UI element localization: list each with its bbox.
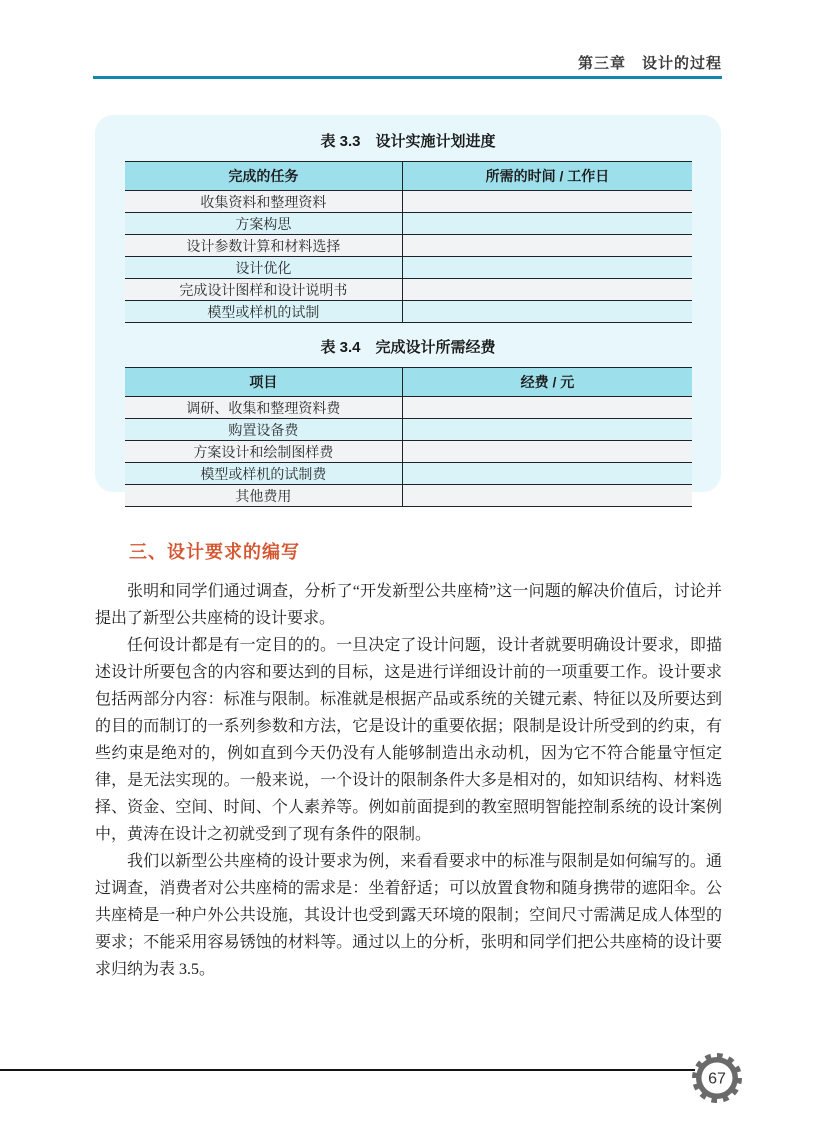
header-rule	[93, 76, 722, 79]
item-cell: 购置设备费	[125, 419, 403, 441]
task-cell: 设计优化	[125, 257, 403, 279]
task-cell: 完成设计图样和设计说明书	[125, 279, 403, 301]
value-cell-empty	[403, 463, 692, 485]
value-cell-empty	[403, 301, 692, 323]
table-row	[125, 441, 692, 463]
table-row	[125, 213, 692, 235]
value-cell-empty	[403, 279, 692, 301]
page-number: 67	[708, 1070, 726, 1088]
column-header-cost: 经费 / 元	[403, 368, 692, 397]
table-3-3-caption: 表 3.3 设计实施计划进度	[320, 133, 496, 150]
table-row	[125, 257, 692, 279]
item-cell: 其他费用	[125, 485, 403, 507]
value-cell-empty	[403, 257, 692, 279]
table-row	[125, 301, 692, 323]
item-cell: 方案设计和绘制图样费	[125, 441, 403, 463]
paragraph: 张明和同学们通过调查，分析了“开发新型公共座椅”这一问题的解决价值后，讨论并提出了新型公共座椅的设计要求。	[95, 583, 722, 627]
tables-panel	[95, 115, 721, 505]
table-row	[125, 485, 692, 507]
value-cell-empty	[403, 397, 692, 419]
table-row	[125, 235, 692, 257]
paragraph: 任何设计都是有一定目的的。一旦决定了设计问题，设计者就要明确设计要求，即描述设计所要包含的内容和要达到的目标，这是进行详细设计前的一项重要工作。设计要求包括两部分内容：标准与限制。标准就是根据产品或系统的关键元素、特征以及所要达到的目的而制订的一系列参数和方法，它是设计的重要依据；限制是设计所受到的约束，有些约束是绝对的，例如直到今天仍没有人能够制造出永动机，因为它不符合能量守恒定律，是无法实现的。一般来说，一个设计的限制条件大多是相对的，如知识结构、材料选择、资金、空间、时间、个人素养等。例如前面提到的教室照明智能控制系统的设计案例中，黄涛在设计之初就受到了现有条件的限制。	[95, 637, 722, 843]
table-header-row	[125, 162, 692, 191]
value-cell-empty	[403, 419, 692, 441]
value-cell-empty	[403, 441, 692, 463]
value-cell-empty	[403, 213, 692, 235]
task-cell: 模型或样机的试制	[125, 301, 403, 323]
task-cell: 收集资料和整理资料	[125, 191, 403, 213]
column-header-task: 完成的任务	[125, 162, 403, 191]
task-cell: 方案构思	[125, 213, 403, 235]
footer-rule	[0, 1069, 695, 1071]
table-3-4-caption: 表 3.4 完成设计所需经费	[320, 339, 496, 356]
value-cell-empty	[403, 485, 692, 507]
item-cell: 调研、收集和整理资料费	[125, 397, 403, 419]
table-row	[125, 397, 692, 419]
paragraph: 我们以新型公共座椅的设计要求为例，来看看要求中的标准与限制是如何编写的。通过调查，消费者对公共座椅的需求是：坐着舒适；可以放置食物和随身携带的遮阳伞。公共座椅是一种户外公共设施，其设计也受到露天环境的限制；空间尺寸需满足成人体型的要求；不能采用容易锈蚀的材料等。通过以上的分析，张明和同学们把公共座椅的设计要求归纳为表 3.5。	[95, 853, 722, 978]
gear-icon	[689, 1050, 745, 1106]
item-cell: 模型或样机的试制费	[125, 463, 403, 485]
table-3-3	[125, 161, 692, 323]
section-heading: 三、设计要求的编写	[129, 542, 300, 562]
table-3-4	[125, 367, 692, 507]
body-text	[95, 578, 722, 983]
table-row	[125, 419, 692, 441]
table-row	[125, 191, 692, 213]
table-row	[125, 279, 692, 301]
column-header-time: 所需的时间 / 工作日	[403, 162, 692, 191]
table-row	[125, 463, 692, 485]
column-header-item: 项目	[125, 368, 403, 397]
value-cell-empty	[403, 191, 692, 213]
table-header-row	[125, 368, 692, 397]
chapter-running-head: 第三章 设计的过程	[577, 55, 722, 72]
value-cell-empty	[403, 235, 692, 257]
task-cell: 设计参数计算和材料选择	[125, 235, 403, 257]
